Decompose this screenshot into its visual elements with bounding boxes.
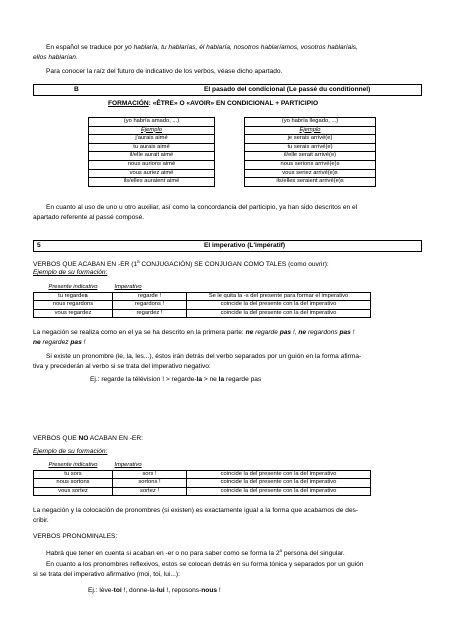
table-row: tu regardes [34, 292, 113, 301]
table-row: tu serais arrivé(e) [245, 143, 376, 152]
col-presente: Presente indicativo [48, 284, 98, 290]
example-label: Ejemplo de su formación: [33, 269, 108, 276]
section-b-letter: B [74, 86, 79, 93]
table-subheader: Ejemplo [245, 126, 376, 135]
table-row: sortez ! [113, 487, 187, 496]
table-row: regardez ! [113, 309, 187, 318]
negation-line-1: La negación se realiza como en el ya se ha descrito en la primera parte: ne regarde pas !, ne regardons pas ! [33, 329, 355, 336]
table-row: sortons ! [113, 479, 187, 488]
noer-imperative-table [33, 462, 371, 496]
section-5-number: 5 [37, 242, 41, 249]
col-imperativo: Imperativo [114, 462, 142, 468]
auxiliar-note-line-1: En cuanto al uso de uno u otro auxiliar, así como la concordancia del participio, ya han sido descritos en el [46, 204, 358, 211]
col-imperativo: Imperativo [114, 284, 142, 290]
table-row: regarde ! [113, 292, 187, 301]
pronoun-example: Ej.: regarde la télévision ! > regarde-la > ne la regarde pas [90, 376, 262, 383]
conditional-table-llegado [244, 117, 376, 187]
negation2-line-1: La negación y la colocación de pronombres (si existen) es exactamente igual a la forma que acabamos de des- [33, 507, 359, 514]
table-row: vous sortez [34, 487, 113, 496]
auxiliar-note-line-2: apartado referente al passé composé. [33, 214, 145, 221]
table-header: (yo habría llegado, ...) [245, 118, 376, 127]
table-row: vous auriez aimé [89, 169, 215, 178]
pronoun-line-1: Si existe un pronombre (le, la, les...), éstos irán detrás del verbo separados por un guión en la forma afirma- [46, 353, 362, 360]
pronominal-line: Habrá que tener en cuenta si acaban en -er o no para saber como se forma la 2$^a$ persona del singular. [46, 548, 345, 558]
pronominal-heading: VERBOS PRONOMINALES: [33, 533, 118, 540]
table-row: tu aurais aimé [89, 143, 215, 152]
negation-line-2: ne regardez pas ! [33, 339, 86, 346]
section-b-title: El pasado del condicional (Le passé du conditionnel) [204, 86, 371, 93]
table-row: il/elle serait arrivé(e) [245, 152, 376, 161]
table-row: vous regardez [34, 309, 113, 318]
table-row: coincide la del presente con la del imperativo [187, 487, 371, 496]
conditional-table-amado [88, 117, 215, 187]
section-b-header [33, 84, 422, 96]
table-row: coincide la del presente con la del imperativo [187, 309, 371, 318]
table-row: nous serions arrivé(e)s [245, 160, 376, 169]
noer-verbs-heading: VERBOS QUE NO ACABAN EN -ER: [33, 435, 143, 442]
table-row: nous regardons [34, 301, 113, 310]
table-row: nous aurions aimé [89, 160, 215, 169]
intro-line-2: ellos hablarían. [33, 54, 78, 61]
table-row: il/elle aurait aimé [89, 152, 215, 161]
table-row: coincide la del presente con la del imperativo [187, 470, 371, 479]
table-row: regardons ! [113, 301, 187, 310]
reflexive-line-2: si se trata del imperativo afirmativo (moi, toi, lui...): [33, 571, 180, 578]
table-row: coincide la del presente con la del imperativo [187, 479, 371, 488]
reflexive-line-1: En cuanto a los pronombres reflexivos, estos se colocan detrás en su forma tónica y separados por un guión [46, 561, 364, 568]
table-row: ils/elles auraient aimé [89, 178, 215, 187]
table-row: sors ! [113, 470, 187, 479]
section-5-header [33, 240, 422, 252]
reflexive-example: Ej.: lève-toi !, donne-la-lui !, reposons-nous ! [88, 587, 221, 594]
intro-line-1: En español se traduce por yo hablaría, tu hablarías, él hablaría, nosotros hablaríamos, vosotros hablaríais, [46, 44, 358, 51]
section-5-title: El imperativo (L'impératif) [204, 242, 286, 249]
table-row: vous seriez arrivé(e)s [245, 169, 376, 178]
table-row: nous sortons [34, 479, 113, 488]
example-label-2: Ejemplo de su formación: [33, 448, 108, 455]
formacion-line: FORMACIÓN: «ÊTRE» O «AVOIR» EN CONDICIONAL + PARTICIPIO [108, 100, 319, 107]
futuro-note: Para conocer la raíz del futuro de indicativo de los verbos, véase dicho apartado. [46, 68, 283, 75]
table-header: (yo habría amado, ...) [89, 118, 215, 127]
negation2-line-2: cribir. [33, 517, 49, 524]
pronoun-line-2: tiva y precederán al verbo si se trata del imperativo negativo: [33, 363, 211, 370]
table-row: tu sors [34, 470, 113, 479]
table-row: je serais arrivé(e) [245, 135, 376, 144]
table-subheader: Ejemplo [89, 126, 215, 135]
table-row: coincide la del presente con la del imperativo [187, 301, 371, 310]
er-imperative-table [33, 284, 371, 318]
table-row: j'aurais aimé [89, 135, 215, 144]
table-row: ils/elles seraient arrivé(e)s [245, 178, 376, 187]
er-verbs-heading: VERBOS QUE ACABAN EN -ER (1$^a$ CONJUGACIÓN) SE CONJUGAN COMO TALES (como ouvrir): [33, 259, 329, 269]
table-row: Se le quita la -s del presente para formar el imperativo [187, 292, 371, 301]
col-presente: Presente indicativo [48, 462, 98, 468]
